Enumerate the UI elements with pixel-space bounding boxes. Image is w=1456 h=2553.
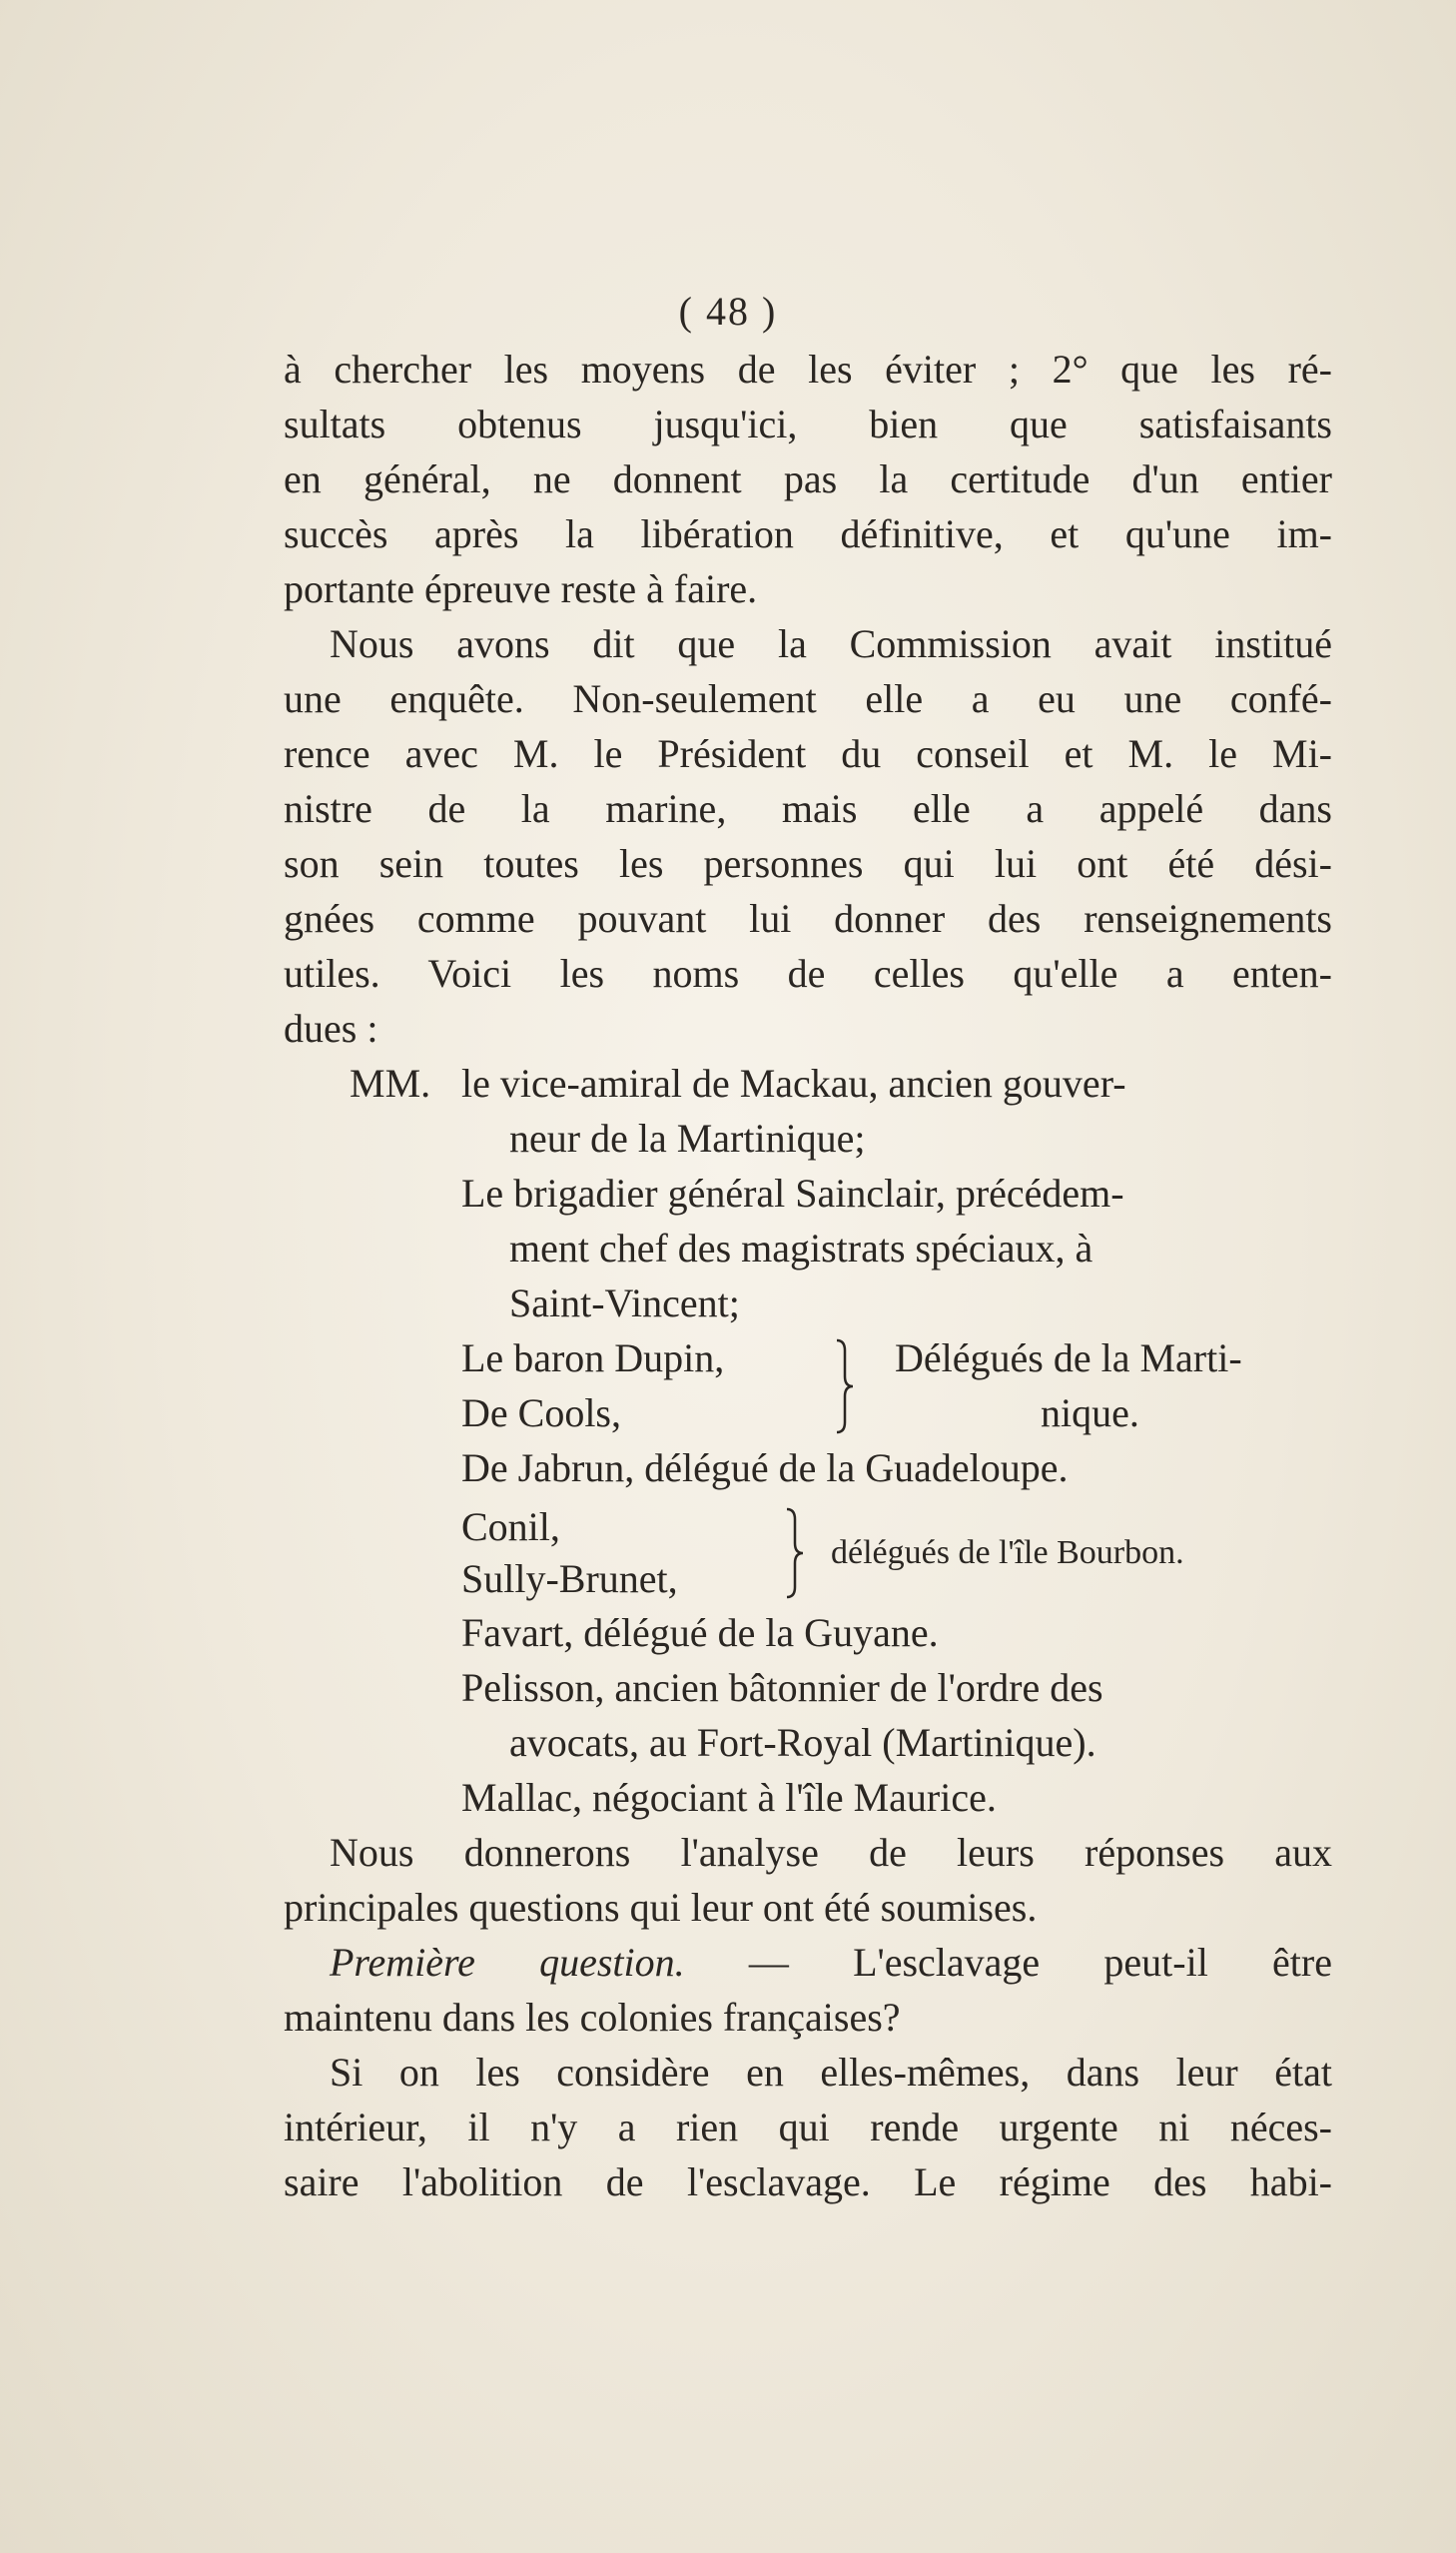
text-line: rence avec M. le Président du conseil et M. le Mi- bbox=[284, 731, 1332, 776]
text-line: gnées comme pouvant lui donner des renseignements bbox=[284, 896, 1332, 941]
question-text: — L'esclavage peut-il être bbox=[684, 1940, 1332, 1985]
name-entry: Pelisson, ancien bâtonnier de l'ordre des bbox=[461, 1665, 1103, 1710]
text-line: sultats obtenus jusqu'ici, bien que satisfaisants bbox=[284, 402, 1332, 446]
list-item bbox=[284, 1056, 1332, 1111]
name-entry: De Jabrun, délégué de la Guadeloupe. bbox=[461, 1445, 1069, 1490]
name-entry: Conil, bbox=[461, 1504, 560, 1549]
text-line: Si on les considère en elles-mêmes, dans leur état bbox=[330, 2050, 1332, 2095]
name-entry: Saint-Vincent; bbox=[509, 1280, 740, 1325]
text-line: en général, ne donnent pas la certitude d'un entier bbox=[284, 456, 1332, 501]
name-entry: avocats, au Fort-Royal (Martinique). bbox=[509, 1720, 1096, 1765]
name-entry: Sully-Brunet, bbox=[461, 1556, 678, 1601]
name-entry: Favart, délégué de la Guyane. bbox=[461, 1610, 939, 1655]
body-text bbox=[284, 342, 1332, 2209]
delegation-label: nique. bbox=[1041, 1390, 1139, 1435]
name-entry: ment chef des magistrats spéciaux, à bbox=[509, 1226, 1093, 1271]
name-entry: De Cools, bbox=[461, 1390, 621, 1435]
text-line: son sein toutes les personnes qui lui ont été dési- bbox=[284, 841, 1332, 886]
text-line: une enquête. Non-seulement elle a eu une confé- bbox=[284, 676, 1332, 721]
mm-label: MM. bbox=[350, 1061, 431, 1106]
text-line: maintenu dans les colonies françaises? bbox=[284, 1995, 901, 2040]
text-line: portante épreuve reste à faire. bbox=[284, 566, 758, 611]
text-line: Nous avons dit que la Commission avait institué bbox=[330, 621, 1332, 666]
brace-icon bbox=[783, 1507, 807, 1599]
name-entry: Le brigadier général Sainclair, précédem- bbox=[461, 1171, 1124, 1216]
brace-icon bbox=[833, 1338, 857, 1434]
martinique-delegates bbox=[284, 1330, 1332, 1440]
text-line: saire l'abolition de l'esclavage. Le régime des habi- bbox=[284, 2159, 1332, 2204]
name-entry: Mallac, négociant à l'île Maurice. bbox=[461, 1775, 997, 1820]
delegation-label: délégués de l'île Bourbon. bbox=[831, 1534, 1184, 1571]
question-label: Première question. bbox=[330, 1940, 685, 1985]
name-entry: Le baron Dupin, bbox=[461, 1335, 725, 1380]
question-line bbox=[284, 1935, 1332, 1990]
name-entry: neur de la Martinique; bbox=[509, 1116, 866, 1161]
text-line: principales questions qui leur ont été soumises. bbox=[284, 1885, 1038, 1930]
name-entry: le vice-amiral de Mackau, ancien gouver- bbox=[461, 1061, 1126, 1106]
text-line: succès après la libération définitive, et qu'une im- bbox=[284, 511, 1332, 556]
page-number: ( 48 ) bbox=[678, 289, 778, 334]
text-line: utiles. Voici les noms de celles qu'elle a enten- bbox=[284, 951, 1332, 996]
bourbon-delegates bbox=[284, 1495, 1332, 1605]
delegation-label: Délégués de la Marti- bbox=[895, 1335, 1242, 1380]
text-line: dues : bbox=[284, 1006, 378, 1051]
text-line: nistre de la marine, mais elle a appelé dans bbox=[284, 786, 1332, 831]
text-line: à chercher les moyens de les éviter ; 2° que les ré- bbox=[284, 347, 1332, 392]
text-line: Nous donnerons l'analyse de leurs réponses aux bbox=[330, 1830, 1332, 1875]
text-line: intérieur, il n'y a rien qui rende urgente ni néces- bbox=[284, 2105, 1332, 2149]
